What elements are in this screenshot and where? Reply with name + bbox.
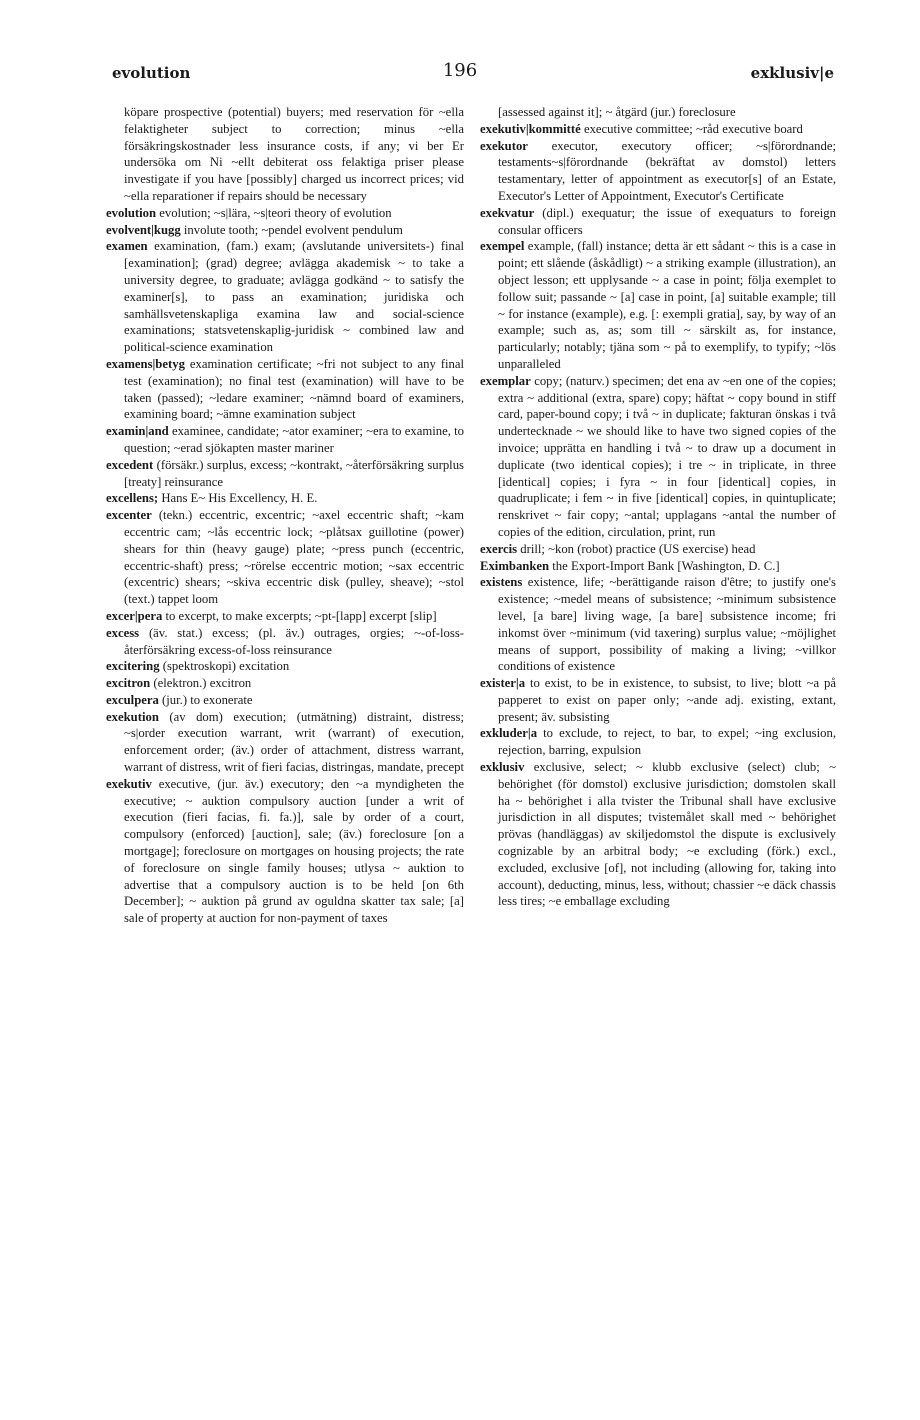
definition-text: [assessed against it]; ~ åtgärd (jur.) foreclosure	[498, 105, 736, 119]
definition-text: copy; (naturv.) specimen; det ena av ~en one of the copies; extra ~ additional (extra, spare) copy; häftat ~ copy bound in stiff card, paper-bound copy; i två ~ in duplicate; fakturan önskas i två undertecknade ~ we should like to have two signed copies of the invoice; upprätta en handling i två ~ to draw up a document in duplicate (two identical copies); i tre ~ in triplicate, in three [identical] copies; i fyra ~ in four [identical] copies, in quadruplicate; i fem ~ in five [identical] copies, in quintuplicate; renskrivet ~ fair copy; ~antal; upplagans ~antal the number of copies of the edition, circulation, print, run	[498, 373, 836, 539]
definition-text: (av dom) execution; (utmätning) distraint, distress; ~s|order execution warrant, writ (warrant) of execution, enforcement order; (äv.) order of attachment, distress warrant, warrant of distress, writ of fieri facias, distringas, mandate, precept	[124, 709, 464, 775]
headword: examin|and	[106, 424, 169, 439]
headword: exekutiv|kommitté	[480, 121, 581, 136]
headword: excellens;	[106, 491, 159, 506]
definition-text: executive committee; ~råd executive board	[580, 121, 803, 136]
definition-text: Hans E~ His Excellency, H. E.	[158, 491, 318, 506]
headword: exklusiv	[480, 760, 525, 775]
dictionary-entry	[480, 138, 836, 205]
headword: excenter	[106, 508, 152, 523]
definition-text: the Export-Import Bank [Washington, D. C.]	[549, 558, 780, 573]
definition-text: examinee, candidate; ~ator examiner; ~era to examine, to question; ~erad sjökapten master mariner	[124, 424, 464, 455]
definition-text: to exclude, to reject, to bar, to expel; ~ing exclusion, rejection, barring, expulsion	[498, 726, 836, 758]
definition-text: executor, executory officer; ~s|förordnande; testaments~s|förordnande (bekräftat av domstol) letters testamentary, letter of appointment as executor[s] of an Estate, Executor's Letter of Appointment, Executor's Certificate	[498, 138, 836, 203]
dictionary-entry	[106, 658, 464, 675]
definition-text: (elektron.) excitron	[150, 676, 252, 691]
dictionary-entry	[106, 205, 464, 222]
headword: evolution	[106, 205, 157, 220]
dictionary-entry	[480, 759, 836, 910]
dictionary-entry	[106, 356, 464, 423]
running-head-left: evolution	[112, 64, 191, 82]
dictionary-entry	[106, 238, 464, 356]
headword: excess	[106, 625, 140, 640]
definition-text: executive, (jur. äv.) executory; den ~a myndigheten the executive; ~ auktion compulsory auction [under a writ of execution (fieri facias, fi. fa.)], sale by order of a court, compulsory (enforced) [auction], sale; (äv.) foreclosure [on a mortgage]; foreclosure on mortgages on housing projects; the rate of foreclosure on single family houses; utlysa ~ auktion to advertise that a compulsory auction is to be held [on 6th December]; ~ auktion på grund av oguldna skatter tax sale; [a] sale of property at auction for non-payment of taxes	[124, 776, 464, 926]
dictionary-entry	[106, 104, 464, 205]
headword: exempel	[480, 239, 525, 254]
headword: exkluder|a	[480, 726, 538, 741]
dictionary-entry	[106, 423, 464, 457]
dictionary-entry	[106, 625, 464, 659]
dictionary-entry	[106, 709, 464, 776]
headword: excer|pera	[106, 608, 163, 623]
dictionary-entry	[106, 692, 464, 709]
dictionary-entry	[480, 725, 836, 759]
definition-text: (försäkr.) surplus, excess; ~kontrakt, ~återförsäkring surplus [treaty] reinsurance	[124, 457, 464, 489]
dictionary-entry	[106, 490, 464, 507]
dictionary-entry	[480, 205, 836, 239]
headword: exculpera	[106, 692, 159, 707]
headword: excitron	[106, 676, 151, 691]
definition-text: example, (fall) instance; detta är ett sådant ~ this is a case in point; ett slående (åskådligt) ~ a striking example (illustration), an object lesson; ett upplysande ~ a case in point; följa exemplet to follow suit; passande ~ [a] case in point, [a] suitable example; till ~ for instance (example), e.g. [: exempli gratia], say, by way of an example; such as, as; som till ~ särskilt as, for instance, particularly; notably; tjäna som ~ på to exemplify, to typify; ~lös unparalleled	[498, 239, 836, 371]
definition-text: (dipl.) exequatur; the issue of exequaturs to foreign consular officers	[498, 205, 836, 237]
dictionary-entry	[480, 574, 836, 675]
dictionary-entry	[106, 675, 464, 692]
running-head-right: exklusiv|e	[750, 64, 834, 82]
headword: excedent	[106, 457, 154, 472]
definition-text: exclusive, select; ~ klubb exclusive (select) club; ~ behörighet (för domstol) exclusive jurisdiction; domstolen skall ha ~ behörighet i alla tvister the Tribunal shall have exclusive jurisdiction in all disputes; tvistemålet skall med ~ behörighet prövas (handläggas) av skiljedomstol the dispute is exclusively cognizable by an arbitral body; ~e excluding (förk.) excl., excluded, exclusive [of], not including (allowing for, taking into account), deducting, minus, less, without; chassier ~e däck chassis less tires; ~e emballage excluding	[498, 760, 836, 909]
page-number: 196	[442, 60, 478, 81]
headword: existens	[480, 575, 523, 590]
dictionary-entry	[480, 373, 836, 541]
headword: Eximbanken	[480, 558, 550, 573]
headword: evolvent|kugg	[106, 222, 181, 237]
dictionary-entry	[480, 104, 836, 121]
definition-text: to exist, to be in existence, to subsist, to live; blott ~a på papperet to exist on paper only; ~ande adj. existing, extant, present; äv. subsisting	[498, 676, 836, 724]
dictionary-entry	[106, 222, 464, 239]
definition-text: examination certificate; ~fri not subject to any final test (examination); no final test (examination) will have to be taken (passed); ~ledare examiner; ~nämnd board of examiners, examining board; ~ämne examination subject	[124, 356, 464, 422]
dictionary-entry	[106, 608, 464, 625]
dictionary-entry	[480, 238, 836, 372]
left-column	[106, 104, 464, 927]
definition-text: köpare prospective (potential) buyers; med reservation för ~ella felaktigheter subject to correction; minus ~ella försäkringskostnader less insurance costs, if any; vi ber Er undersöka om Ni ~ellt debiterat oss felaktiga priser please investigate if you have [possibly] charged us incorrect prices; vid ~ella reparationer if repairs should be necessary	[124, 105, 464, 203]
headword: exister|a	[480, 676, 526, 691]
headword: examens|betyg	[106, 356, 185, 371]
definition-text: existence, life; ~berättigande raison d'être; to justify one's existence; ~medel means of subsistence; ~minimum subsistence level, [a bare] living wage, [a bare] subsistence income; fri inkomst över ~minimum (vid taxering) surplus value; ~möjlighet means of support, possibility of making a living; ~villkor conditions of existence	[498, 575, 836, 674]
headword: exemplar	[480, 373, 531, 388]
definition-text: involute tooth; ~pendel evolvent pendulum	[180, 222, 403, 237]
definition-text: (jur.) to exonerate	[158, 692, 253, 707]
definition-text: (tekn.) eccentric, excentric; ~axel eccentric shaft; ~kam eccentric cam; ~lås eccentric lock; ~plåtsax guillotine (power) shears for thin (heavy gauge) plate; ~press punch (eccentric, eccentric-shaft) press; ~rörelse eccentric motion; ~sax eccentric (excentric) shears; ~skiva eccentric disk (pulley, sheave); ~stol (text.) tappet loom	[124, 508, 464, 607]
dictionary-entry	[480, 121, 836, 138]
headword: examen	[106, 239, 148, 254]
headword: exekvatur	[480, 205, 535, 220]
dictionary-entry	[106, 776, 464, 927]
headword: exekutor	[480, 138, 528, 153]
definition-text: (spektroskopi) excitation	[159, 659, 290, 674]
definition-text: (äv. stat.) excess; (pl. äv.) outrages, orgies; ~-of-loss-återförsäkring excess-of-loss reinsurance	[124, 625, 464, 657]
headword: excitering	[106, 659, 160, 674]
dictionary-entry	[480, 541, 836, 558]
definition-text: drill; ~kon (robot) practice (US exercise) head	[517, 541, 756, 556]
headword: exercis	[480, 541, 518, 556]
dictionary-entry	[480, 558, 836, 575]
definition-text: evolution; ~s|lära, ~s|teori theory of evolution	[156, 205, 392, 220]
dictionary-entry	[106, 457, 464, 491]
dictionary-entry	[106, 507, 464, 608]
headword: exekution	[106, 709, 159, 724]
right-column	[480, 104, 836, 910]
definition-text: to excerpt, to make excerpts; ~pt-[lapp] excerpt [slip]	[162, 608, 437, 623]
dictionary-entry	[480, 675, 836, 725]
definition-text: examination, (fam.) exam; (avslutande universitets-) final [examination]; (grad) degree; avlägga akademisk ~ to take a university degree, to graduate; avlägga godkänd ~ to satisfy the examiner[s], to pass an examination; juridiska och samhällsvetenskapliga examina law and social-science examinations; statsvetenskaplig-juridisk ~ combined law and political-science examination	[124, 239, 464, 355]
headword: exekutiv	[106, 776, 152, 791]
